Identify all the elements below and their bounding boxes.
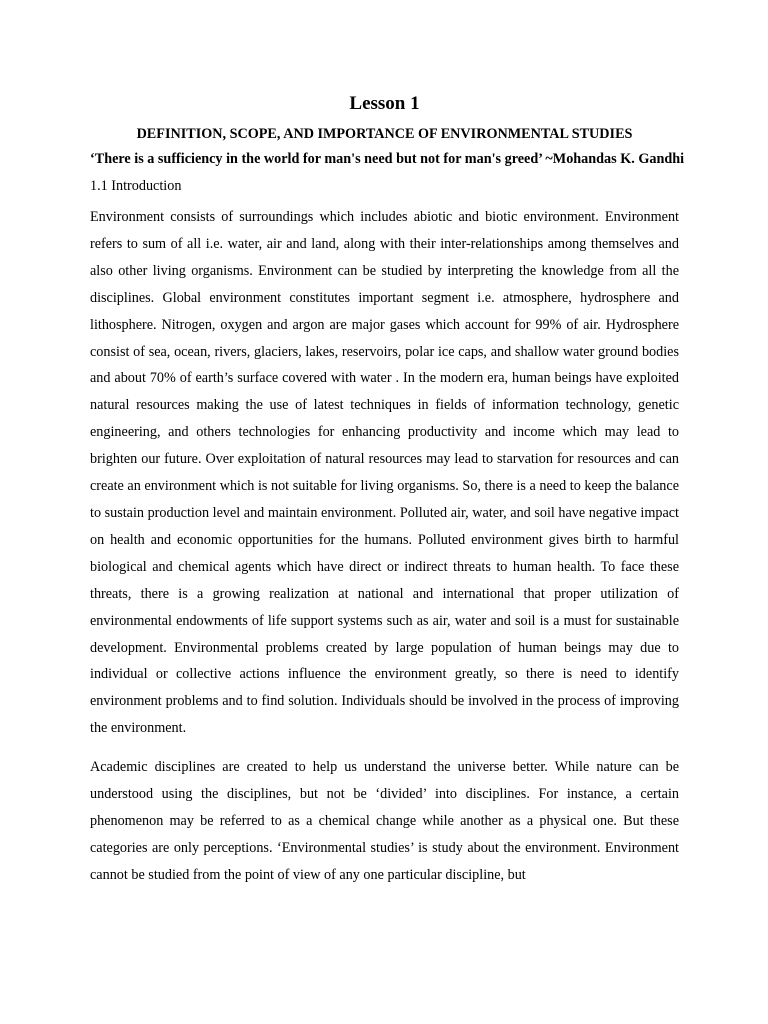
introduction-heading: 1.1 Introduction	[90, 178, 182, 194]
intro-paragraph-1: Environment consists of surroundings which includes abiotic and biotic environment. Environment refers to sum of all i.e. water, air and land, along with their inter-relationships among themselves and also other living organisms. Environment can be studied by interpreting the knowledge from all the disciplines. Global environment constitutes important segment i.e. atmosphere, hydrosphere and lithosphere. Nitrogen, oxygen and argon are major gases which account for 99% of air. Hydrosphere consist of sea, ocean, rivers, glaciers, lakes, reservoirs, polar ice caps, and shallow water ground bodies and about 70% of earth’s surface covered with water . In the modern era, human beings have exploited natural resources making the use of latest techniques in fields of information technology, genetic engineering, and others technologies for enhancing productivity and income which may lead to brighten our future. Over exploitation of natural resources may lead to starvation for resources and can create an environment which is not suitable for living organisms. So, there is a need to keep the balance to sustain production level and maintain environment. Polluted air, water, and soil have negative impact on health and economic opportunities for the humans. Polluted environment gives birth to harmful biological and chemical agents which have direct or indirect threats to human health. To face these threats, there is a growing realization at national and international that proper utilization of environmental endowments of life support systems such as air, water and soil is a must for sustainable development. Environmental problems created by large population of human beings may due to individual or collective actions influence the environment greatly, so there is need to identify environment problems and to find solution. Individuals should be involved in the process of improving the environment.	[90, 209, 679, 737]
intro-paragraph-2: Academic disciplines are created to help us understand the universe better. While nature can be understood using the disciplines, but not be ‘divided’ into disciplines. For instance, a certain phenomenon may be referred to as a chemical change while another as a physical one. But these categories are only perceptions. ‘Environmental studies’ is study about the environment. Environment cannot be studied from the point of view of any one particular discipline, but	[90, 759, 679, 883]
lesson-title: Lesson 1	[349, 93, 420, 114]
section-title: DEFINITION, SCOPE, AND IMPORTANCE OF ENVIRONMENTAL STUDIES	[136, 126, 633, 142]
gandhi-quote: ‘There is a sufficiency in the world for man's need but not for man's greed’ ~Mohandas K. Gandhi	[90, 151, 685, 167]
